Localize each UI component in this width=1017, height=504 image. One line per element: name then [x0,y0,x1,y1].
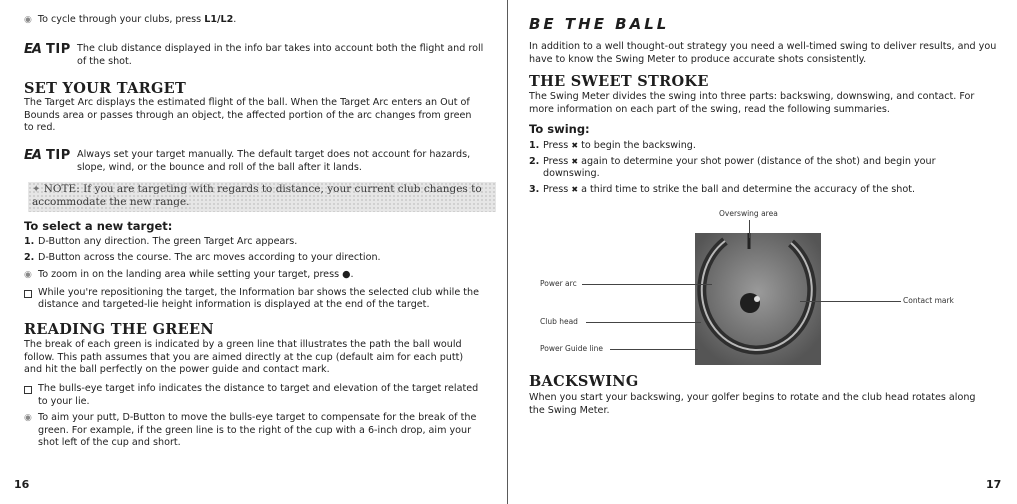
intro-text: In addition to a well thought-out strategy you need a well-timed swing to deliver results, and you have to know the Swing Meter to produce accurate shots consistently. [529,41,997,65]
backswing-heading: BACKSWING [529,373,639,390]
circle-bullet-icon: ◉ [24,413,32,424]
note-label: NOTE: [43,183,80,195]
x-button-icon: ✖ [571,141,579,150]
page-divider [507,0,508,504]
tip-text-2: Always set your target manually. The default target does not account for hazards, slope, wind, or the bounce and roll of the ball after it lands. [77,149,471,173]
list-item: 1. D-Button any direction. The green Target Arc appears. [24,236,298,247]
backswing-body: When you start your backswing, your golfer begins to rotate and the club head rotates along the Swing Meter. [529,392,976,416]
leader-line [800,301,901,302]
select-target-list [24,236,484,312]
list-item: ◉ To zoom in on the landing area while setting your target, press ●. [24,269,354,281]
list-item: The bulls-eye target info indicates the distance to target and elevation of the target related to your lie. [24,383,484,408]
club-head-label: Club head [540,317,578,326]
select-target-heading: To select a new target: [24,219,173,233]
left-page [0,0,506,504]
list-item: 2. D-Button across the course. The arc moves according to your direction. [24,251,381,263]
reading-green-heading: READING THE GREEN [24,321,214,338]
note-text: If you are targeting with regards to distance, your current club changes to accommodate the new range. [32,183,482,208]
note-box [28,182,496,212]
sweet-stroke-heading: THE SWEET STROKE [529,73,709,90]
reading-green-list [24,383,484,450]
page-number: 17 [986,478,1002,491]
x-button-icon: ✖ [571,184,579,194]
square-bullet-icon [24,383,38,408]
right-page [510,0,1017,504]
reading-green-body: The break of each green is indicated by a green line that illustrates the path the ball would follow. This path assumes that you are aimed directly at the cup (default aim for each putt) and hit the ball perfectly on the power guide and contact mark. [24,339,464,376]
circle-button-icon: ● [342,269,351,281]
square-bullet-icon [24,287,38,312]
leader-line [749,220,750,238]
ea-tip-logo-icon: EA TIP [24,148,71,163]
power-arc-label: Power arc [540,279,577,288]
ea-tip-logo-icon: EA TIP [24,42,71,57]
list-item: 3. Press ✖ a third time to strike the ball and determine the accuracy of the shot. [529,183,916,195]
set-target-body: The Target Arc displays the estimated flight of the ball. When the Target Arc enters an Out of Bounds area or passes through an object, the affected portion of the arc changes from green to red. [24,97,472,134]
leader-line [586,322,701,323]
list-item: While you're repositioning the target, the Information bar shows the selected club while the distance and targeted-lie height information is displayed at the end of the target. [24,287,484,312]
leader-line [610,349,698,350]
list-item: 2. Press ✖ again to determine your shot power (distance of the shot) and begin your downswing. [529,155,936,180]
power-guide-label: Power Guide line [540,344,604,353]
swing-meter-diagram [510,205,1017,365]
x-button-icon: ✖ [571,156,579,166]
swing-steps-list [529,140,989,196]
swing-meter-graphic [695,233,821,365]
leader-line [582,284,712,285]
to-swing-heading: To swing: [529,122,590,136]
list-item: ◉ To aim your putt, D-Button to move the bulls-eye target to compensate for the break of the green. For example, if the green line is to the right of the cup with a 6-inch drop, aim your shot left of the cup and short. [24,412,477,449]
set-target-heading: SET YOUR TARGET [24,80,187,97]
cycle-clubs-line: ◉ To cycle through your clubs, press L1/L2. [24,14,237,25]
overswing-label: Overswing area [719,209,778,218]
list-item: 1. Press ✖ to begin the backswing. [529,140,696,151]
circle-bullet-icon: ◉ [24,15,32,25]
page-number: 16 [14,478,30,491]
page-title: BE THE BALL [529,15,670,33]
swing-meter-image [695,233,821,365]
circle-bullet-icon: ◉ [24,270,32,281]
tip-text-1: The club distance displayed in the info bar takes into account both the flight and roll of the shot. [77,43,484,67]
sweet-stroke-body: The Swing Meter divides the swing into three parts: backswing, downswing, and contact. For more information on each part of the swing, read the following summaries. [529,91,975,115]
contact-mark-label: Contact mark [903,296,954,305]
lightbulb-icon: ✦ [32,184,41,195]
